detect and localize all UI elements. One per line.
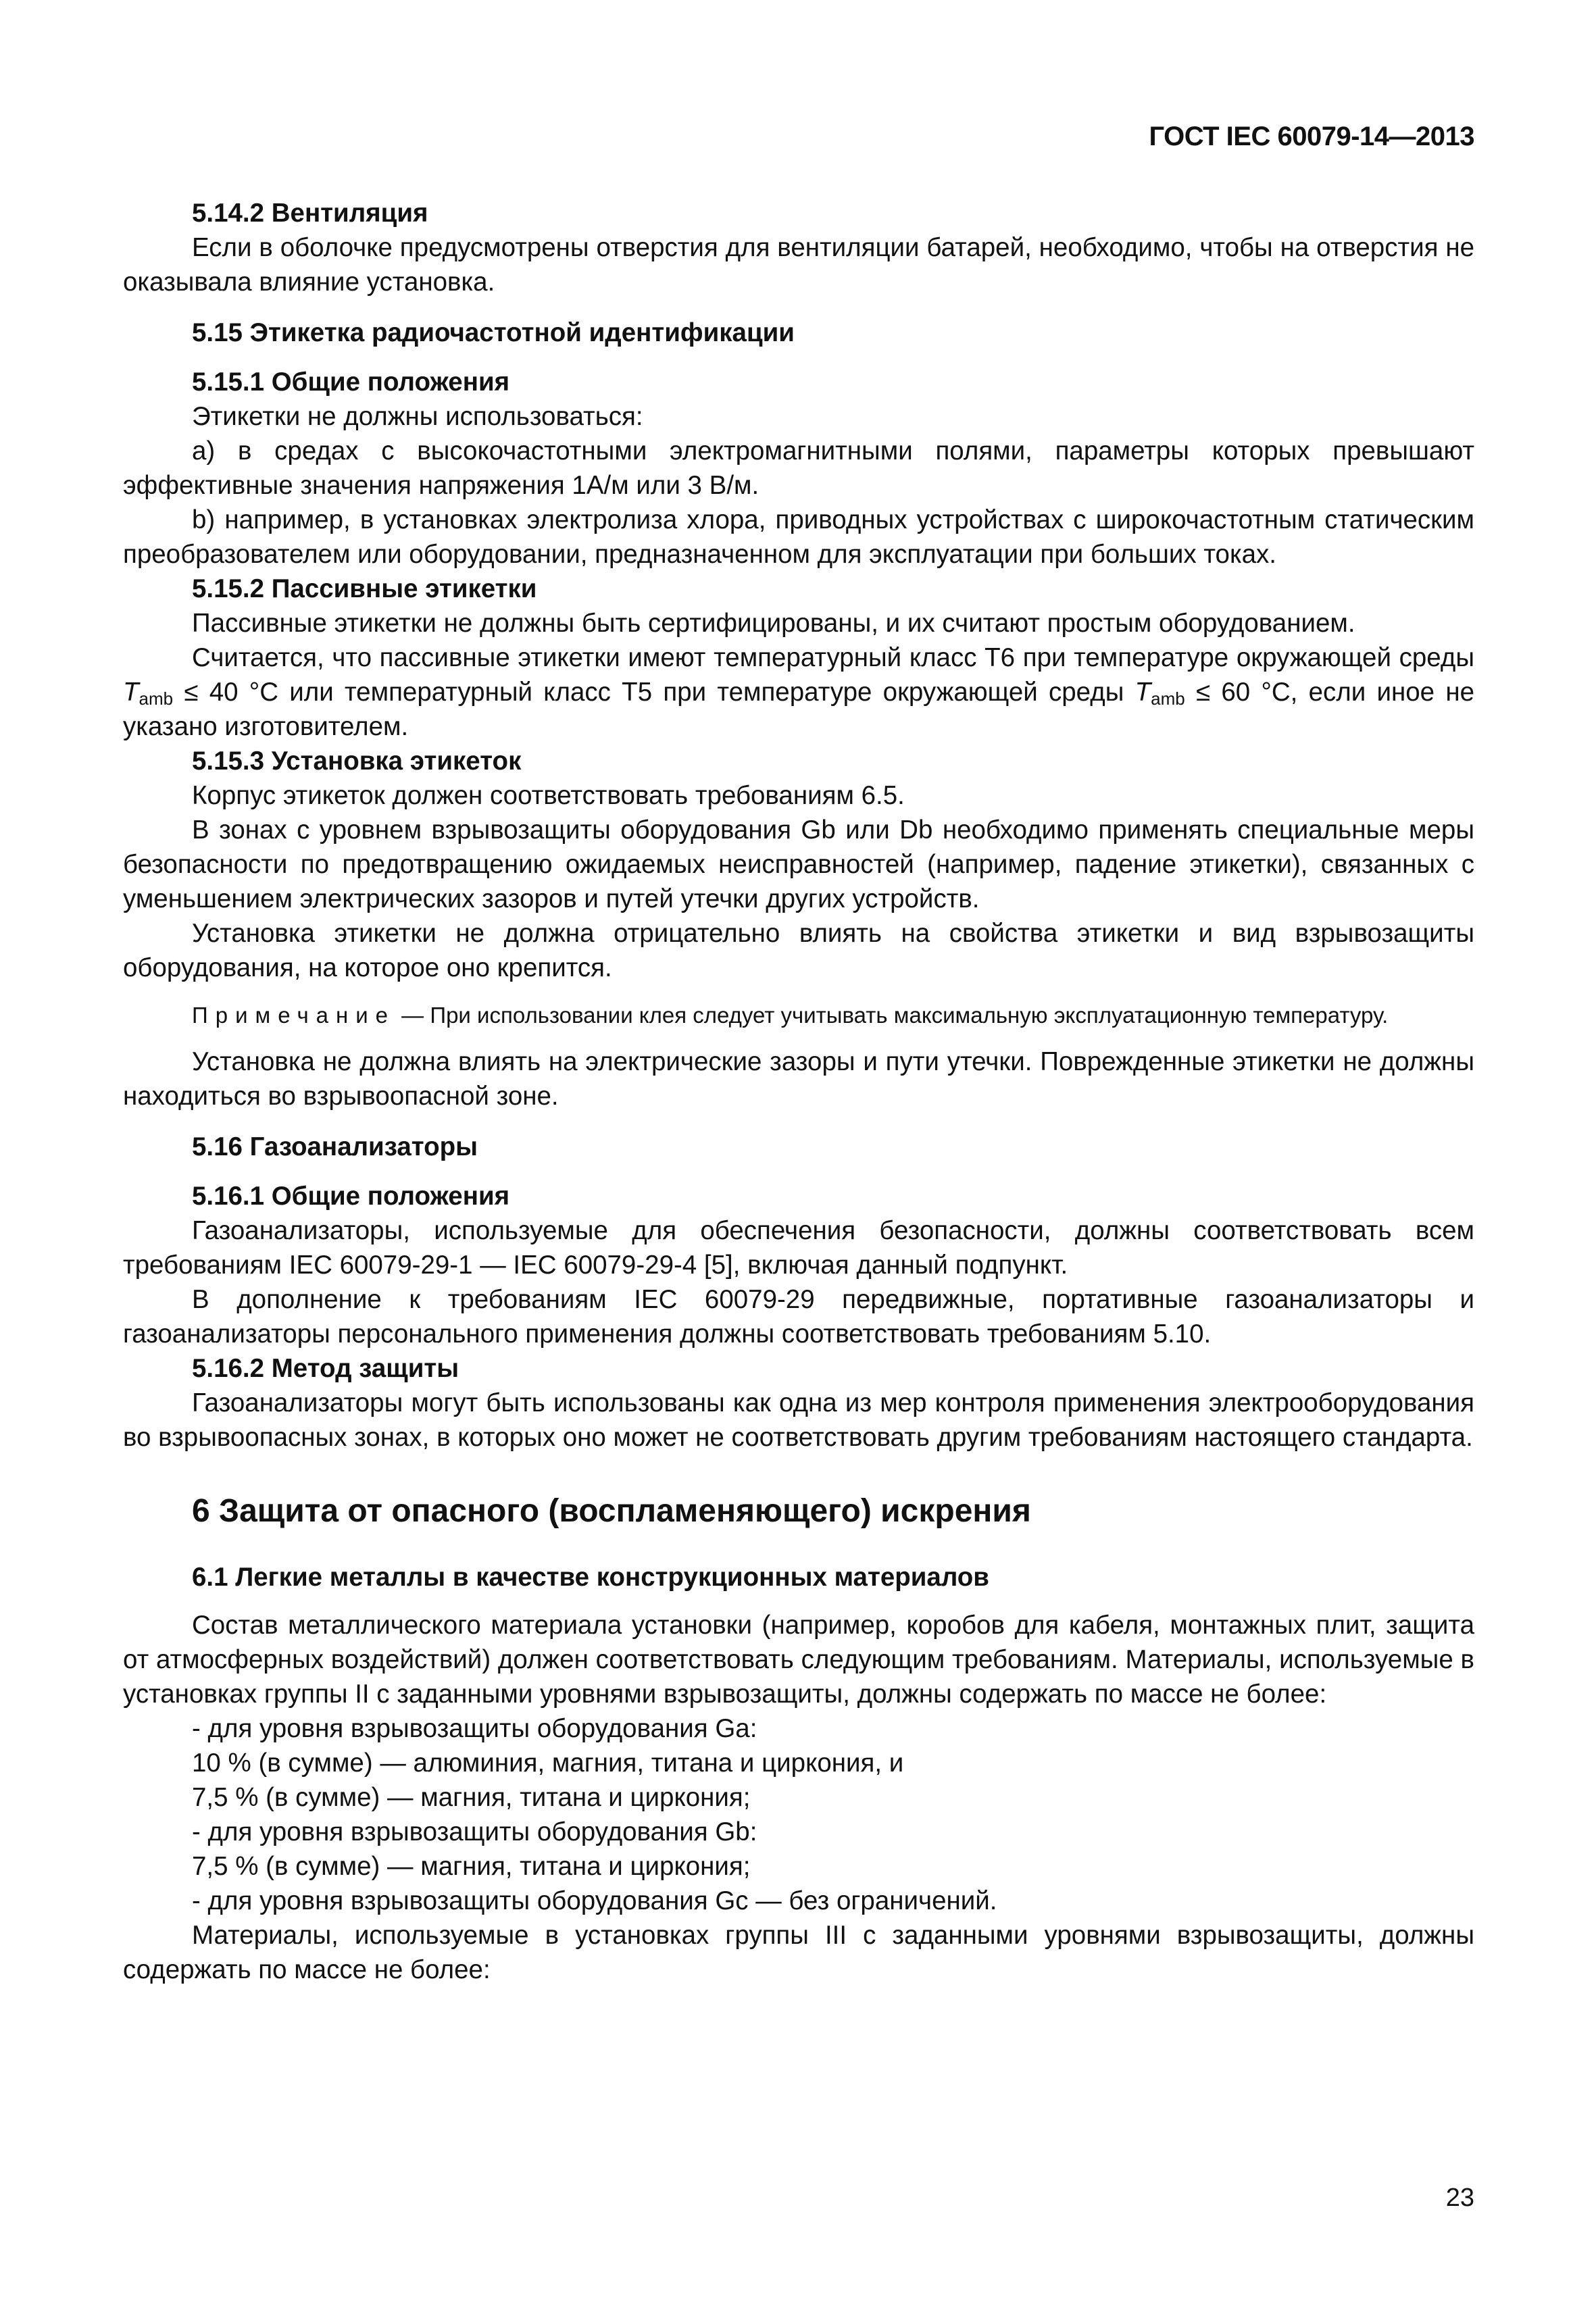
heading-6-1: 6.1 Легкие металлы в качестве конструкционных материалов [192, 1563, 989, 1592]
list-item: - для уровня взрывозащиты оборудования Gb: [192, 1817, 757, 1846]
heading-5-16-1: 5.16.1 Общие положения [192, 1182, 510, 1211]
page-content [123, 196, 1474, 1987]
paragraph: Этикетки не должны использоваться: [192, 402, 643, 431]
paragraph: Газоанализаторы, используемые для обеспечения безопасности, должны соответствовать всем требованиям IEC 60079-29-1 — IEC 60079-29-4 [5], включая данный подпункт. [123, 1216, 1474, 1280]
page-number: 23 [1445, 2184, 1474, 2212]
paragraph: В зонах с уровнем взрывозащиты оборудования Gb или Db необходимо применять специальные меры безопасности по предотвращению ожидаемых неисправностей (например, падение этикетки), связанных с уменьшением электрических зазоров и путей утечки других устройств. [123, 815, 1474, 913]
list-item-b: b) например, в установках электролиза хлора, приводных устройствах с широкочастотным статическим преобразователем или оборудовании, предназначенном для эксплуатации при больших токах. [123, 505, 1474, 569]
paragraph: Газоанализаторы могут быть использованы как одна из мер контроля применения электрооборудования во взрывоопасных зонах, в которых оно может не соответствовать другим требованиям настоящего стандарта. [123, 1388, 1474, 1452]
heading-5-15-3: 5.15.3 Установка этикеток [192, 747, 522, 776]
heading-5-16-2: 5.16.2 Метод защиты [192, 1354, 459, 1383]
document-header: ГОСТ IEC 60079-14—2013 [1149, 122, 1474, 151]
paragraph: Корпус этикеток должен соответствовать требованиям 6.5. [192, 781, 905, 810]
list-item: 10 % (в сумме) — алюминия, магния, титана и циркония, и [192, 1749, 904, 1778]
heading-5-16: 5.16 Газоанализаторы [192, 1132, 478, 1161]
paragraph: Установка этикетки не должна отрицательно влиять на свойства этикетки и вид взрывозащиты оборудования, на которое оно крепится. [123, 919, 1474, 982]
list-item: - для уровня взрывозащиты оборудования Gc — без ограничений. [192, 1886, 997, 1915]
paragraph: В дополнение к требованиям IEC 60079-29 передвижные, портативные газоанализаторы и газоанализаторы персонального применения должны соответствовать требованиям 5.10. [123, 1285, 1474, 1349]
heading-section-6: 6 Защита от опасного (воспламеняющего) искрения [192, 1493, 1031, 1529]
paragraph: Если в оболочке предусмотрены отверстия для вентиляции батарей, необходимо, чтобы на отверстия не оказывала влияние установка. [123, 233, 1474, 297]
paragraph: Пассивные этикетки не должны быть сертифицированы, и их считают простым оборудованием. [192, 609, 1355, 638]
note [123, 1000, 1474, 1031]
heading-5-15-1: 5.15.1 Общие положения [192, 368, 510, 397]
note-text: — При использовании клея следует учитывать максимальную эксплуатационную температуру. [395, 1003, 1389, 1028]
note-label: Примечание [192, 1003, 396, 1028]
list-item: 7,5 % (в сумме) — магния, титана и циркония; [192, 1852, 751, 1881]
paragraph: Установка не должна влиять на электрические зазоры и пути утечки. Поврежденные этикетки не должны находиться во взрывоопасной зоне. [123, 1047, 1474, 1111]
heading-5-14-2: 5.14.2 Вентиляция [192, 199, 428, 228]
list-item: 7,5 % (в сумме) — магния, титана и циркония; [192, 1783, 751, 1812]
paragraph: Материалы, используемые в установках группы III с заданными уровнями взрывозащиты, должны содержать по массе не более: [123, 1921, 1474, 1984]
heading-5-15: 5.15 Этикетка радиочастотной идентификации [192, 318, 795, 347]
heading-5-15-2: 5.15.2 Пассивные этикетки [192, 574, 537, 603]
paragraph: Состав металлического материала установки (например, коробов для кабеля, монтажных плит, защита от атмосферных воздействий) должен соответствовать следующим требованиям. Материалы, используемые в установках группы II с заданными уровнями взрывозащиты, должны содержать по массе не более: [123, 1611, 1474, 1709]
paragraph-temperature: Считается, что пассивные этикетки имеют температурный класс Т6 при температуре окружающей среды $T_{amb} \le 40$ °С или температурный класс Т5 при температуре окружающей среды $T_{amb} \le 60$ °С, если иное не указано изготовителем. [123, 643, 1474, 741]
list-item: - для уровня взрывозащиты оборудования Ga: [192, 1714, 757, 1743]
list-item-a: a) в средах с высокочастотными электромагнитными полями, параметры которых превышают эффективные значения напряжения 1А/м или 3 В/м. [123, 436, 1474, 500]
